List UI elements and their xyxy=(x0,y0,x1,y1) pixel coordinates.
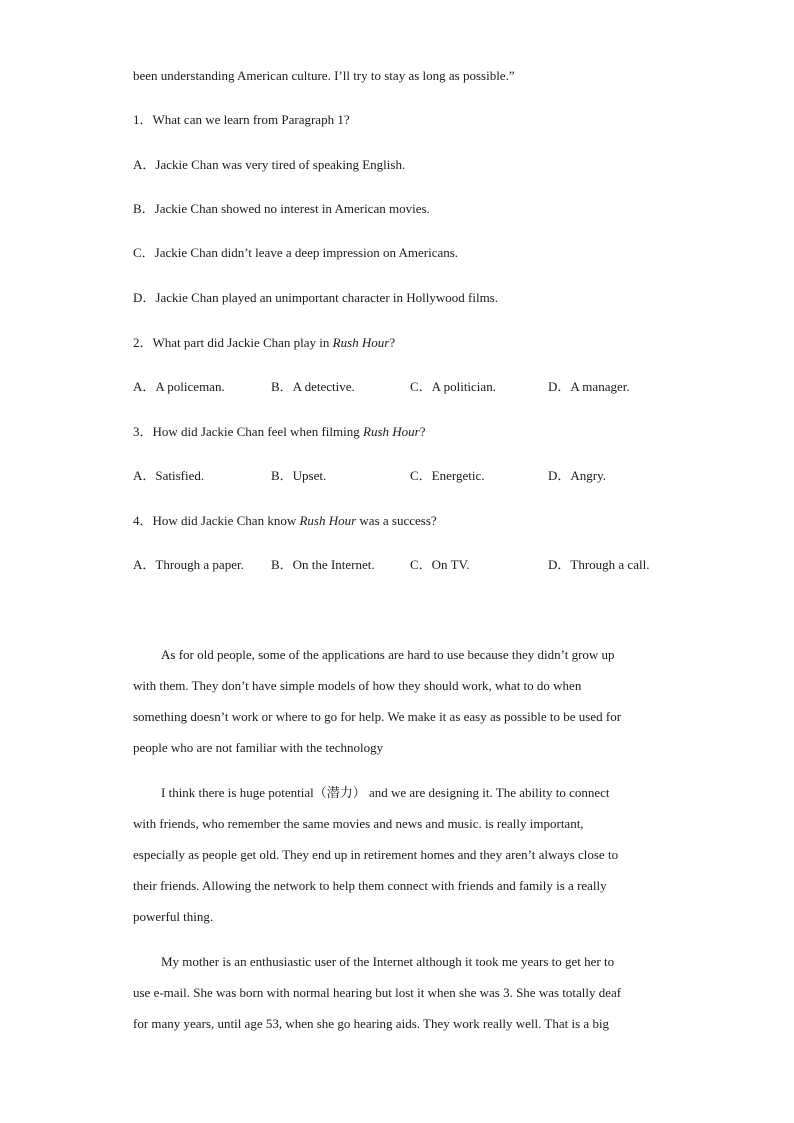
q3-option-d xyxy=(548,468,606,484)
q1-option-a xyxy=(133,157,405,173)
passage-line: especially as people get old. They end up in retirement homes and they aren’t always close to xyxy=(133,847,619,862)
intro-tail: been understanding American culture. I’ll try to stay as long as possible.” xyxy=(133,68,515,83)
option-text: A manager. xyxy=(570,379,630,394)
q3-option-b xyxy=(271,468,326,484)
q2-option-a xyxy=(133,379,225,395)
passage-line: with friends, who remember the same movies and news and music. is really important, xyxy=(133,816,584,831)
option-text: Jackie Chan was very tired of speaking English. xyxy=(155,157,406,172)
film-title: Rush Hour xyxy=(299,513,357,528)
q1-option-d xyxy=(133,290,498,306)
option-letter: A． xyxy=(133,157,156,172)
option-text: A policeman. xyxy=(155,379,225,394)
option-text: Through a paper. xyxy=(155,557,244,572)
passage-line: I think there is huge potential（潜力） and we are designing it. The ability to connect xyxy=(161,785,610,800)
question-stem-end: ? xyxy=(419,424,426,439)
option-text: Jackie Chan showed no interest in American movies. xyxy=(154,201,430,216)
option-letter: A． xyxy=(133,379,156,394)
q2-option-b xyxy=(271,379,355,395)
option-letter: D． xyxy=(548,468,571,483)
option-text: On the Internet. xyxy=(292,557,375,572)
option-letter: D． xyxy=(133,290,156,305)
option-letter: A． xyxy=(133,557,156,572)
passage-line: with them. They don’t have simple models of how they should work, what to do when xyxy=(133,678,582,693)
q3-option-c xyxy=(410,468,485,484)
option-letter: B． xyxy=(271,557,293,572)
passage-line: powerful thing. xyxy=(133,909,214,924)
option-letter: C． xyxy=(410,379,432,394)
passage-line: something doesn’t work or where to go for help. We make it as easy as possible to be used for xyxy=(133,709,622,724)
question-number: 1． xyxy=(133,112,153,127)
question-stem: What part did Jackie Chan play in xyxy=(152,335,333,350)
question-stem: How did Jackie Chan feel when filming xyxy=(152,424,363,439)
question-stem-end: ? xyxy=(389,335,396,350)
option-text: On TV. xyxy=(431,557,470,572)
q4-option-b xyxy=(271,557,375,573)
option-text: Through a call. xyxy=(570,557,650,572)
passage-line: use e-mail. She was born with normal hearing but lost it when she was 3. She was totally deaf xyxy=(133,985,622,1000)
option-text: A detective. xyxy=(292,379,355,394)
q1-option-b xyxy=(133,201,430,217)
q1-option-c xyxy=(133,245,458,261)
question-stem: What can we learn from Paragraph 1? xyxy=(152,112,350,127)
option-text: Upset. xyxy=(292,468,327,483)
option-text: Jackie Chan didn’t leave a deep impression on Americans. xyxy=(154,245,459,260)
option-text: Energetic. xyxy=(431,468,485,483)
question-stem: How did Jackie Chan know xyxy=(152,513,300,528)
q3-option-a xyxy=(133,468,204,484)
option-text: Angry. xyxy=(570,468,607,483)
q4-option-a xyxy=(133,557,244,573)
question-number: 4． xyxy=(133,513,153,528)
question-number: 3． xyxy=(133,424,153,439)
passage-line: for many years, until age 53, when she go hearing aids. They work really well. That is a big xyxy=(133,1016,610,1031)
passage-line: people who are not familiar with the technology xyxy=(133,740,384,755)
question-number: 2． xyxy=(133,335,153,350)
question-2 xyxy=(133,335,395,351)
q4-option-c xyxy=(410,557,469,573)
q4-option-d xyxy=(548,557,649,573)
q2-option-c xyxy=(410,379,496,395)
option-letter: C． xyxy=(133,245,155,260)
option-letter: D． xyxy=(548,379,571,394)
question-stem-end: was a success? xyxy=(356,513,437,528)
film-title: Rush Hour xyxy=(332,335,390,350)
option-letter: B． xyxy=(133,201,155,216)
q2-option-d xyxy=(548,379,630,395)
passage-line: My mother is an enthusiastic user of the Internet although it took me years to get her to xyxy=(161,954,615,969)
option-letter: B． xyxy=(271,468,293,483)
film-title: Rush Hour xyxy=(363,424,420,439)
option-letter: D． xyxy=(548,557,571,572)
question-4 xyxy=(133,513,437,529)
passage-line: their friends. Allowing the network to help them connect with friends and family is a really xyxy=(133,878,607,893)
question-3 xyxy=(133,424,425,440)
option-text: Satisfied. xyxy=(155,468,205,483)
option-letter: C． xyxy=(410,557,432,572)
option-letter: A． xyxy=(133,468,156,483)
option-letter: C． xyxy=(410,468,432,483)
option-letter: B． xyxy=(271,379,293,394)
passage-line: As for old people, some of the applications are hard to use because they didn’t grow up xyxy=(161,647,615,662)
option-text: A politician. xyxy=(431,379,496,394)
option-text: Jackie Chan played an unimportant character in Hollywood films. xyxy=(155,290,498,305)
question-1 xyxy=(133,112,350,128)
